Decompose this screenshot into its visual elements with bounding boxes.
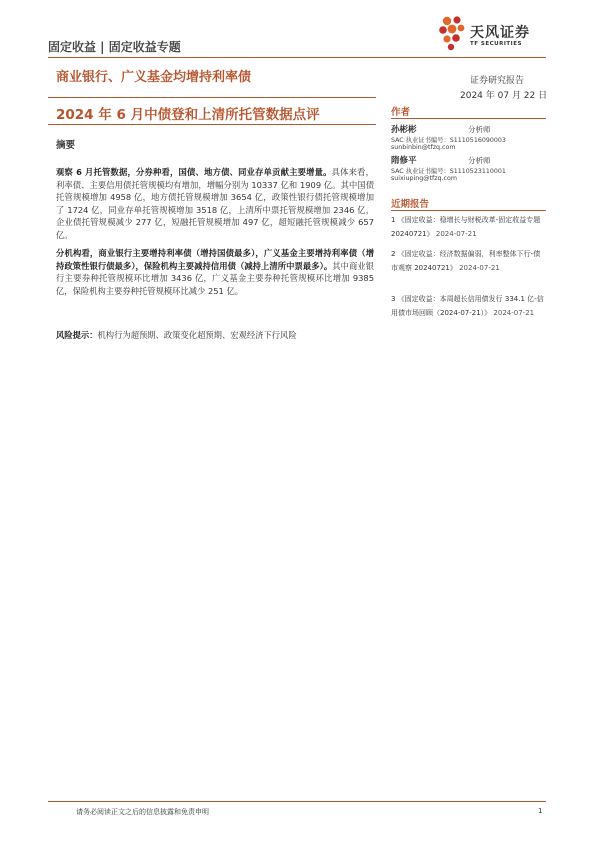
recent-report-title[interactable]: 3 《固定收益：本周超长信用债发行 334.1 亿-信用债市场回顾（2024-07-21）》 (391, 295, 544, 317)
report-subtitle: 商业银行、广义基金均增持利率债 (56, 70, 252, 85)
recent-reports-divider (391, 210, 546, 211)
author-cert: SAC 执业证书编号：S1110523110001 (391, 168, 506, 175)
report-category: 固定收益 | 固定收益专题 (48, 40, 181, 54)
recent-report-item[interactable] (391, 293, 546, 320)
report-date: 2024 年 07 月 22 日 (460, 91, 548, 101)
author-role: 分析师 (468, 156, 491, 165)
risk-label: 风险提示： (56, 330, 98, 340)
risk-warning (56, 329, 297, 341)
header-divider (48, 57, 546, 58)
tf-securities-logo-icon (438, 15, 468, 53)
author-role: 分析师 (468, 125, 491, 134)
recent-report-item[interactable] (391, 214, 546, 241)
authors-heading: 作者 (391, 107, 411, 118)
abstract-p2-lead: 分机构看，商业银行主要增持利率债（增持国债最多），广义基金主要增持利率债（增持政策性银行债最多），保险机构主要减持信用债（减持上清所中票最多）。 (56, 248, 374, 271)
author-cert: SAC 执业证书编号：S1110516090003 (391, 137, 506, 144)
recent-report-date: 2024-07-21 (435, 229, 477, 238)
authors-divider (391, 118, 546, 119)
footer-divider (48, 801, 546, 802)
footer-disclaimer: 请务必阅读正文之后的信息披露和免责申明 (76, 808, 209, 816)
recent-report-item[interactable] (391, 248, 546, 275)
author-email[interactable]: sunbinbin@tfzq.com (391, 144, 456, 151)
abstract-p2-text: 其中商业银行主要券种托管规模环比增加 3436 亿，广义基金主要券种托管规模环比增加 9385 亿，保险机构主要券种托管规模环比减少 251 亿。 (56, 260, 374, 296)
risk-text: 机构行为超预期、政策变化超预期、宏观经济下行风险 (97, 330, 297, 340)
report-title: 2024 年 6 月中债登和上清所托管数据点评 (56, 107, 320, 123)
recent-report-title[interactable]: 2 《固定收益：经济数据偏弱，利率整体下行-债市观察 20240721》 (391, 250, 541, 272)
report-type: 证券研究报告 (470, 76, 525, 86)
abstract-p1-text: 具体来看，利率债、主要信用债托管规模均有增加，增幅分别为 10337 亿和 1909 亿。其中国债托管规模增加 4958 亿，地方债托管规模增加 3654 亿，政策性银行债托管规模增加了 1724 亿，同业存单托管规模增加 3518 亿，上清所中票托管规模增加 2346 亿，企业债托管规模减少 277 亿，短融托管规模增加 497 亿，超短融托管规模减少 657 亿。 (56, 167, 374, 240)
title-divider-bottom (48, 124, 376, 125)
page-number: 1 (538, 807, 543, 815)
recent-reports-heading: 近期报告 (391, 199, 430, 210)
brand-name-en: TF SECURITIES (470, 41, 522, 47)
author-name: 隋修平 (391, 156, 417, 166)
recent-report-title[interactable]: 1 《固定收益：稳增长与财税改革-固定收益专题 20240721》 (391, 216, 541, 238)
author-email[interactable]: suixiuping@tfzq.com (391, 175, 457, 182)
author-name: 孙彬彬 (391, 125, 417, 135)
recent-report-date: 2024-07-21 (459, 263, 500, 272)
abstract-paragraph-2 (56, 247, 374, 297)
abstract-paragraph-1 (56, 166, 374, 241)
recent-report-date: 2024-07-21 (493, 308, 535, 317)
title-divider-top (48, 97, 376, 98)
brand-name-cn: 天风证券 (470, 25, 530, 41)
abstract-heading: 摘要 (56, 140, 76, 151)
abstract-p1-lead: 观察 6 月托管数据，分券种看，国债、地方债、同业存单贡献主要增量。 (56, 167, 332, 177)
